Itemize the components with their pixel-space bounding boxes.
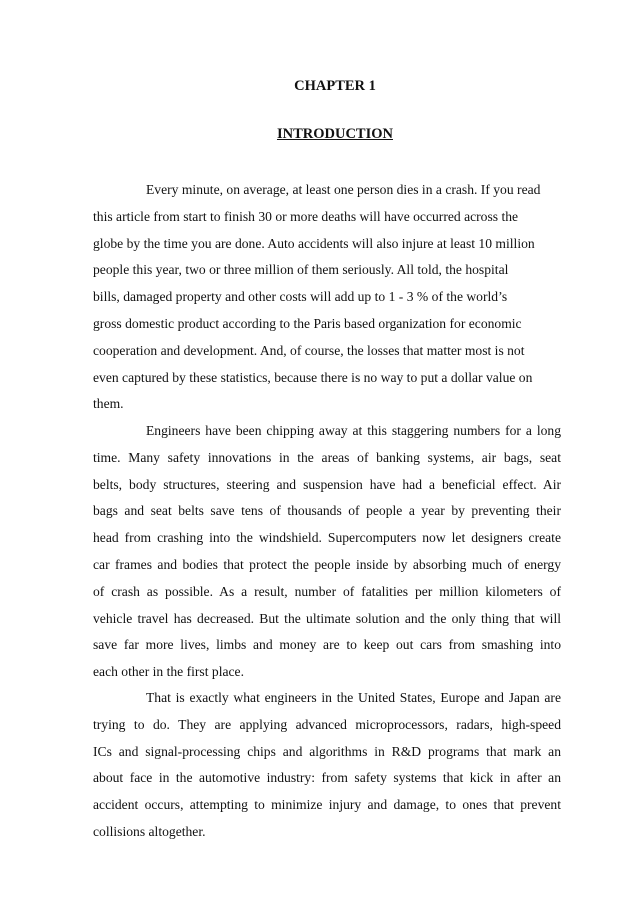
paragraph-line: car frames and bodies that protect the people inside by absorbing much of energy: [93, 556, 561, 572]
paragraph-line: of crash as possible. As a result, number of fatalities per million kilometers of: [93, 583, 561, 599]
paragraph-line: globe by the time you are done. Auto accidents will also injure at least 10 million: [93, 235, 535, 251]
paragraph-line: Engineers have been chipping away at this staggering numbers for a long: [146, 423, 561, 438]
paragraph-line: accident occurs, attempting to minimize injury and damage, to ones that prevent: [93, 797, 561, 813]
paragraph-1: [93, 177, 561, 418]
paragraph-line: people this year, two or three million of them seriously. All told, the hospital: [93, 262, 509, 278]
paragraph-line: save far more lives, limbs and money are to keep out cars from smashing into: [93, 637, 561, 653]
paragraph-line: vehicle travel has decreased. But the ultimate solution and the only thing that will: [93, 610, 561, 626]
paragraph-line: bags and seat belts save tens of thousands of people a year by preventing their: [93, 503, 561, 519]
paragraph-line: trying to do. They are applying advanced microprocessors, radars, high-speed: [93, 716, 561, 732]
paragraph-line: That is exactly what engineers in the United States, Europe and Japan are: [146, 690, 561, 705]
paragraph-line: about face in the automotive industry: from safety systems that kick in after an: [93, 770, 561, 786]
paragraph-line: each other in the first place.: [93, 664, 244, 680]
paragraph-line: time. Many safety innovations in the areas of banking systems, air bags, seat: [93, 449, 561, 465]
paragraph-line: head from crashing into the windshield. Supercomputers now let designers create: [93, 530, 561, 546]
paragraph-line: Every minute, on average, at least one person dies in a crash. If you read: [146, 182, 541, 197]
paragraph-line: belts, body structures, steering and suspension have had a beneficial effect. Air: [93, 476, 561, 492]
paragraph-line: collisions altogether.: [93, 823, 206, 839]
paragraph-line: ICs and signal-processing chips and algorithms in R&D programs that mark an: [93, 743, 561, 759]
paragraph-3: [93, 685, 561, 846]
chapter-title: INTRODUCTION: [276, 126, 393, 142]
paragraph-line: cooperation and development. And, of course, the losses that matter most is not: [93, 342, 525, 358]
paragraph-line: even captured by these statistics, because there is no way to put a dollar value on: [93, 369, 533, 385]
paragraph-2: [93, 418, 561, 686]
paragraph-line: them.: [93, 396, 124, 412]
paragraph-line: gross domestic product according to the Paris based organization for economic: [93, 315, 522, 331]
paragraph-line: bills, damaged property and other costs will add up to 1 - 3 % of the world’s: [93, 289, 508, 305]
chapter-number: CHAPTER 1: [294, 78, 376, 94]
paragraph-line: this article from start to finish 30 or more deaths will have occurred across the: [93, 208, 519, 224]
